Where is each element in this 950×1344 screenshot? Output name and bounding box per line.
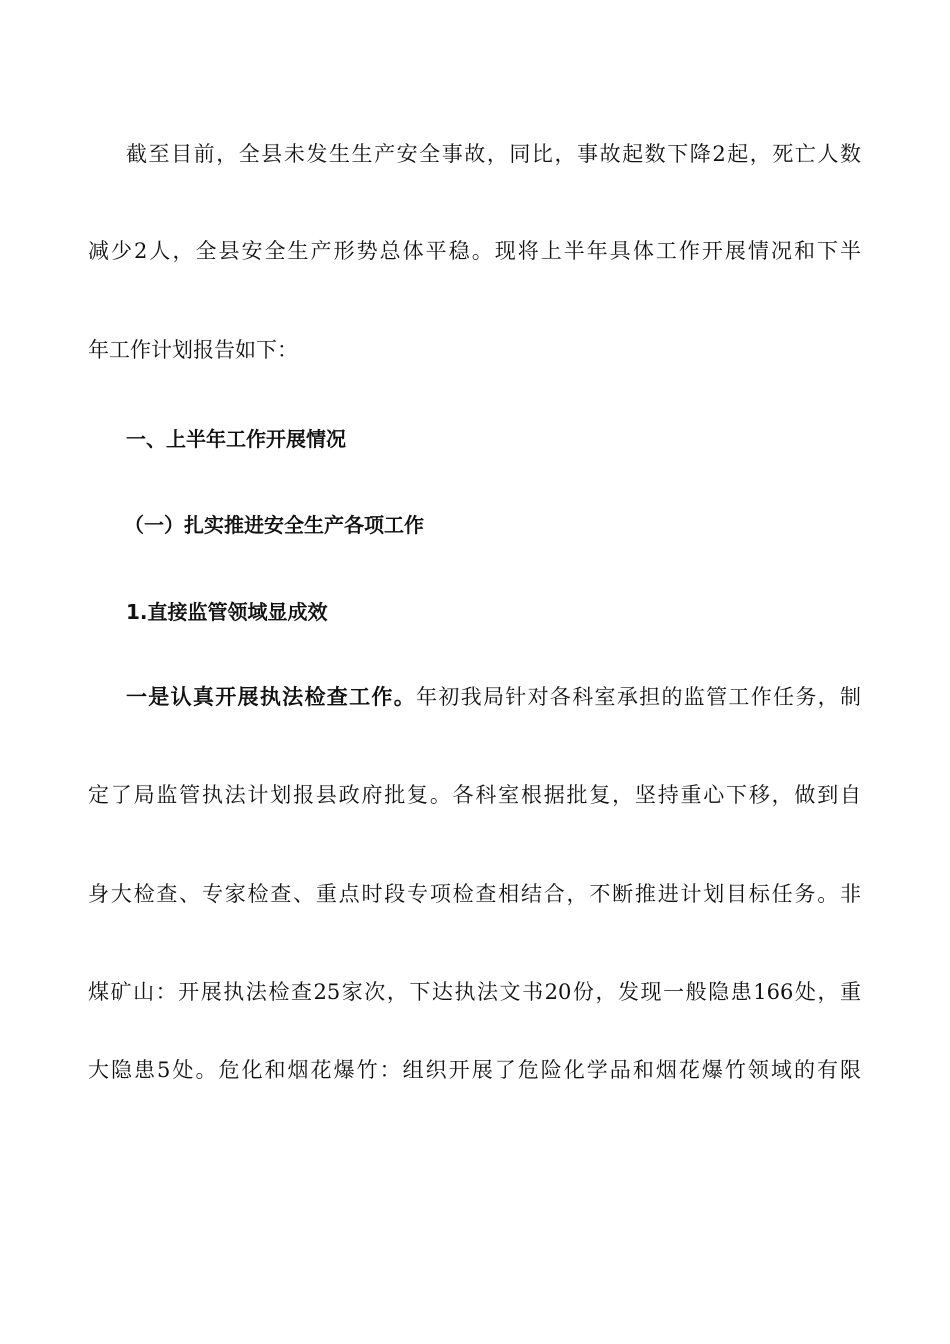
paragraph-2-line-5: 大隐患5处。危化和烟花爆竹：组织开展了危险化学品和烟花爆竹领域的有限 — [88, 1058, 861, 1082]
paragraph-2-line-1-text: 年初我局针对各科室承担的监管工作任务，制 — [416, 685, 861, 709]
section-heading-2: （一）扎实推进安全生产各项工作 — [124, 513, 424, 537]
section-heading-3: 1.直接监管领域显成效 — [126, 600, 328, 624]
paragraph-2-lead: 一是认真开展执法检查工作。 — [126, 684, 417, 709]
paragraph-1-line-3: 年工作计划报告如下： — [88, 338, 298, 362]
section-heading-1: 一、上半年工作开展情况 — [126, 427, 346, 451]
paragraph-2-line-2: 定了局监管执法计划报县政府批复。各科室根据批复，坚持重心下移，做到自 — [88, 783, 861, 807]
paragraph-2-line-3: 身大检查、专家检查、重点时段专项检查相结合，不断推进计划目标任务。非 — [88, 882, 861, 906]
paragraph-2-line-4: 煤矿山：开展执法检查25家次，下达执法文书20份，发现一般隐患166处，重 — [88, 980, 861, 1004]
paragraph-2-line-1 — [0, 677, 950, 717]
paragraph-1-line-2: 减少2人，全县安全生产形势总体平稳。现将上半年具体工作开展情况和下半 — [88, 239, 861, 263]
paragraph-1-line-1: 截至目前，全县未发生生产安全事故，同比，事故起数下降2起，死亡人数 — [126, 142, 861, 166]
